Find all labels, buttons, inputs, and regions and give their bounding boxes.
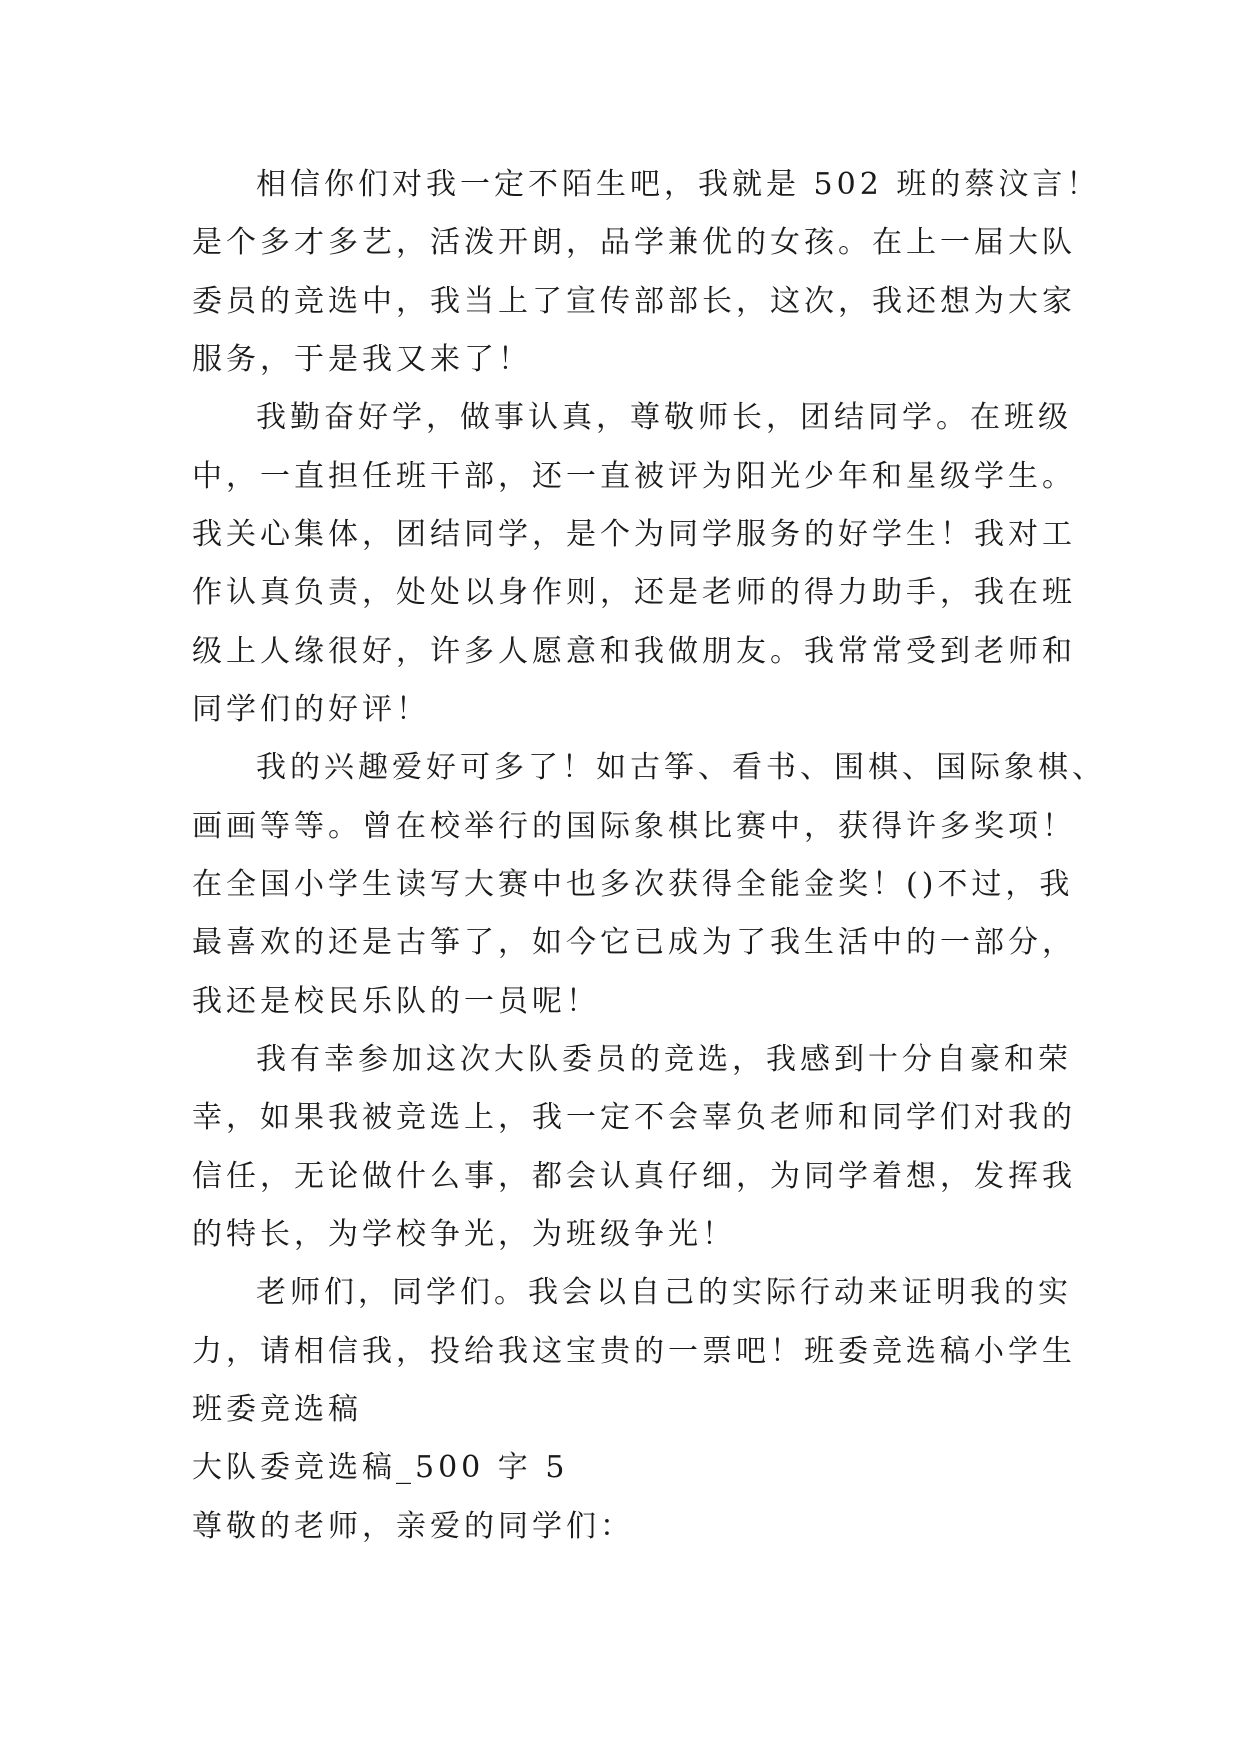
- text-line: 级上人缘很好，许多人愿意和我做朋友。我常常受到老师和: [192, 634, 1076, 669]
- text-line: 我关心集体，团结同学，是个为同学服务的好学生！我对工: [192, 517, 1076, 552]
- text-line: 我还是校民乐队的一员呢！: [192, 984, 600, 1019]
- section-heading: 大队委竞选稿_500 字 5: [192, 1450, 569, 1485]
- text-line: 我的兴趣爱好可多了！如古筝、看书、围棋、国际象棋、: [256, 750, 1106, 785]
- text-line: 同学们的好评！: [192, 692, 430, 727]
- text-line: 在全国小学生读写大赛中也多次获得全能金奖！()不过，我: [192, 867, 1074, 902]
- text-line: 最喜欢的还是古筝了，如今它已成为了我生活中的一部分，: [192, 925, 1076, 960]
- text-line: 的特长，为学校争光，为班级争光！: [192, 1217, 736, 1252]
- text-line: 力，请相信我，投给我这宝贵的一票吧！班委竞选稿小学生: [192, 1334, 1076, 1369]
- text-line: 我有幸参加这次大队委员的竞选，我感到十分自豪和荣: [256, 1042, 1072, 1077]
- text-line: 相信你们对我一定不陌生吧，我就是 502 班的蔡汶言！: [256, 167, 1101, 202]
- salutation: 尊敬的老师，亲爱的同学们：: [192, 1509, 634, 1544]
- text-line: 班委竞选稿: [192, 1392, 362, 1427]
- text-line: 作认真负责，处处以身作则，还是老师的得力助手，我在班: [192, 575, 1076, 610]
- text-line: 服务，于是我又来了！: [192, 342, 532, 377]
- text-line: 委员的竞选中，我当上了宣传部部长，这次，我还想为大家: [192, 284, 1076, 319]
- text-line: 是个多才多艺，活泼开朗，品学兼优的女孩。在上一届大队: [192, 225, 1076, 260]
- text-line: 中，一直担任班干部，还一直被评为阳光少年和星级学生。: [192, 459, 1076, 494]
- text-line: 我勤奋好学，做事认真，尊敬师长，团结同学。在班级: [256, 400, 1072, 435]
- text-line: 信任，无论做什么事，都会认真仔细，为同学着想，发挥我: [192, 1159, 1076, 1194]
- text-line: 画画等等。曾在校举行的国际象棋比赛中，获得许多奖项！: [192, 809, 1076, 844]
- text-line: 幸，如果我被竞选上，我一定不会辜负老师和同学们对我的: [192, 1100, 1076, 1135]
- text-line: 老师们，同学们。我会以自己的实际行动来证明我的实: [256, 1275, 1072, 1310]
